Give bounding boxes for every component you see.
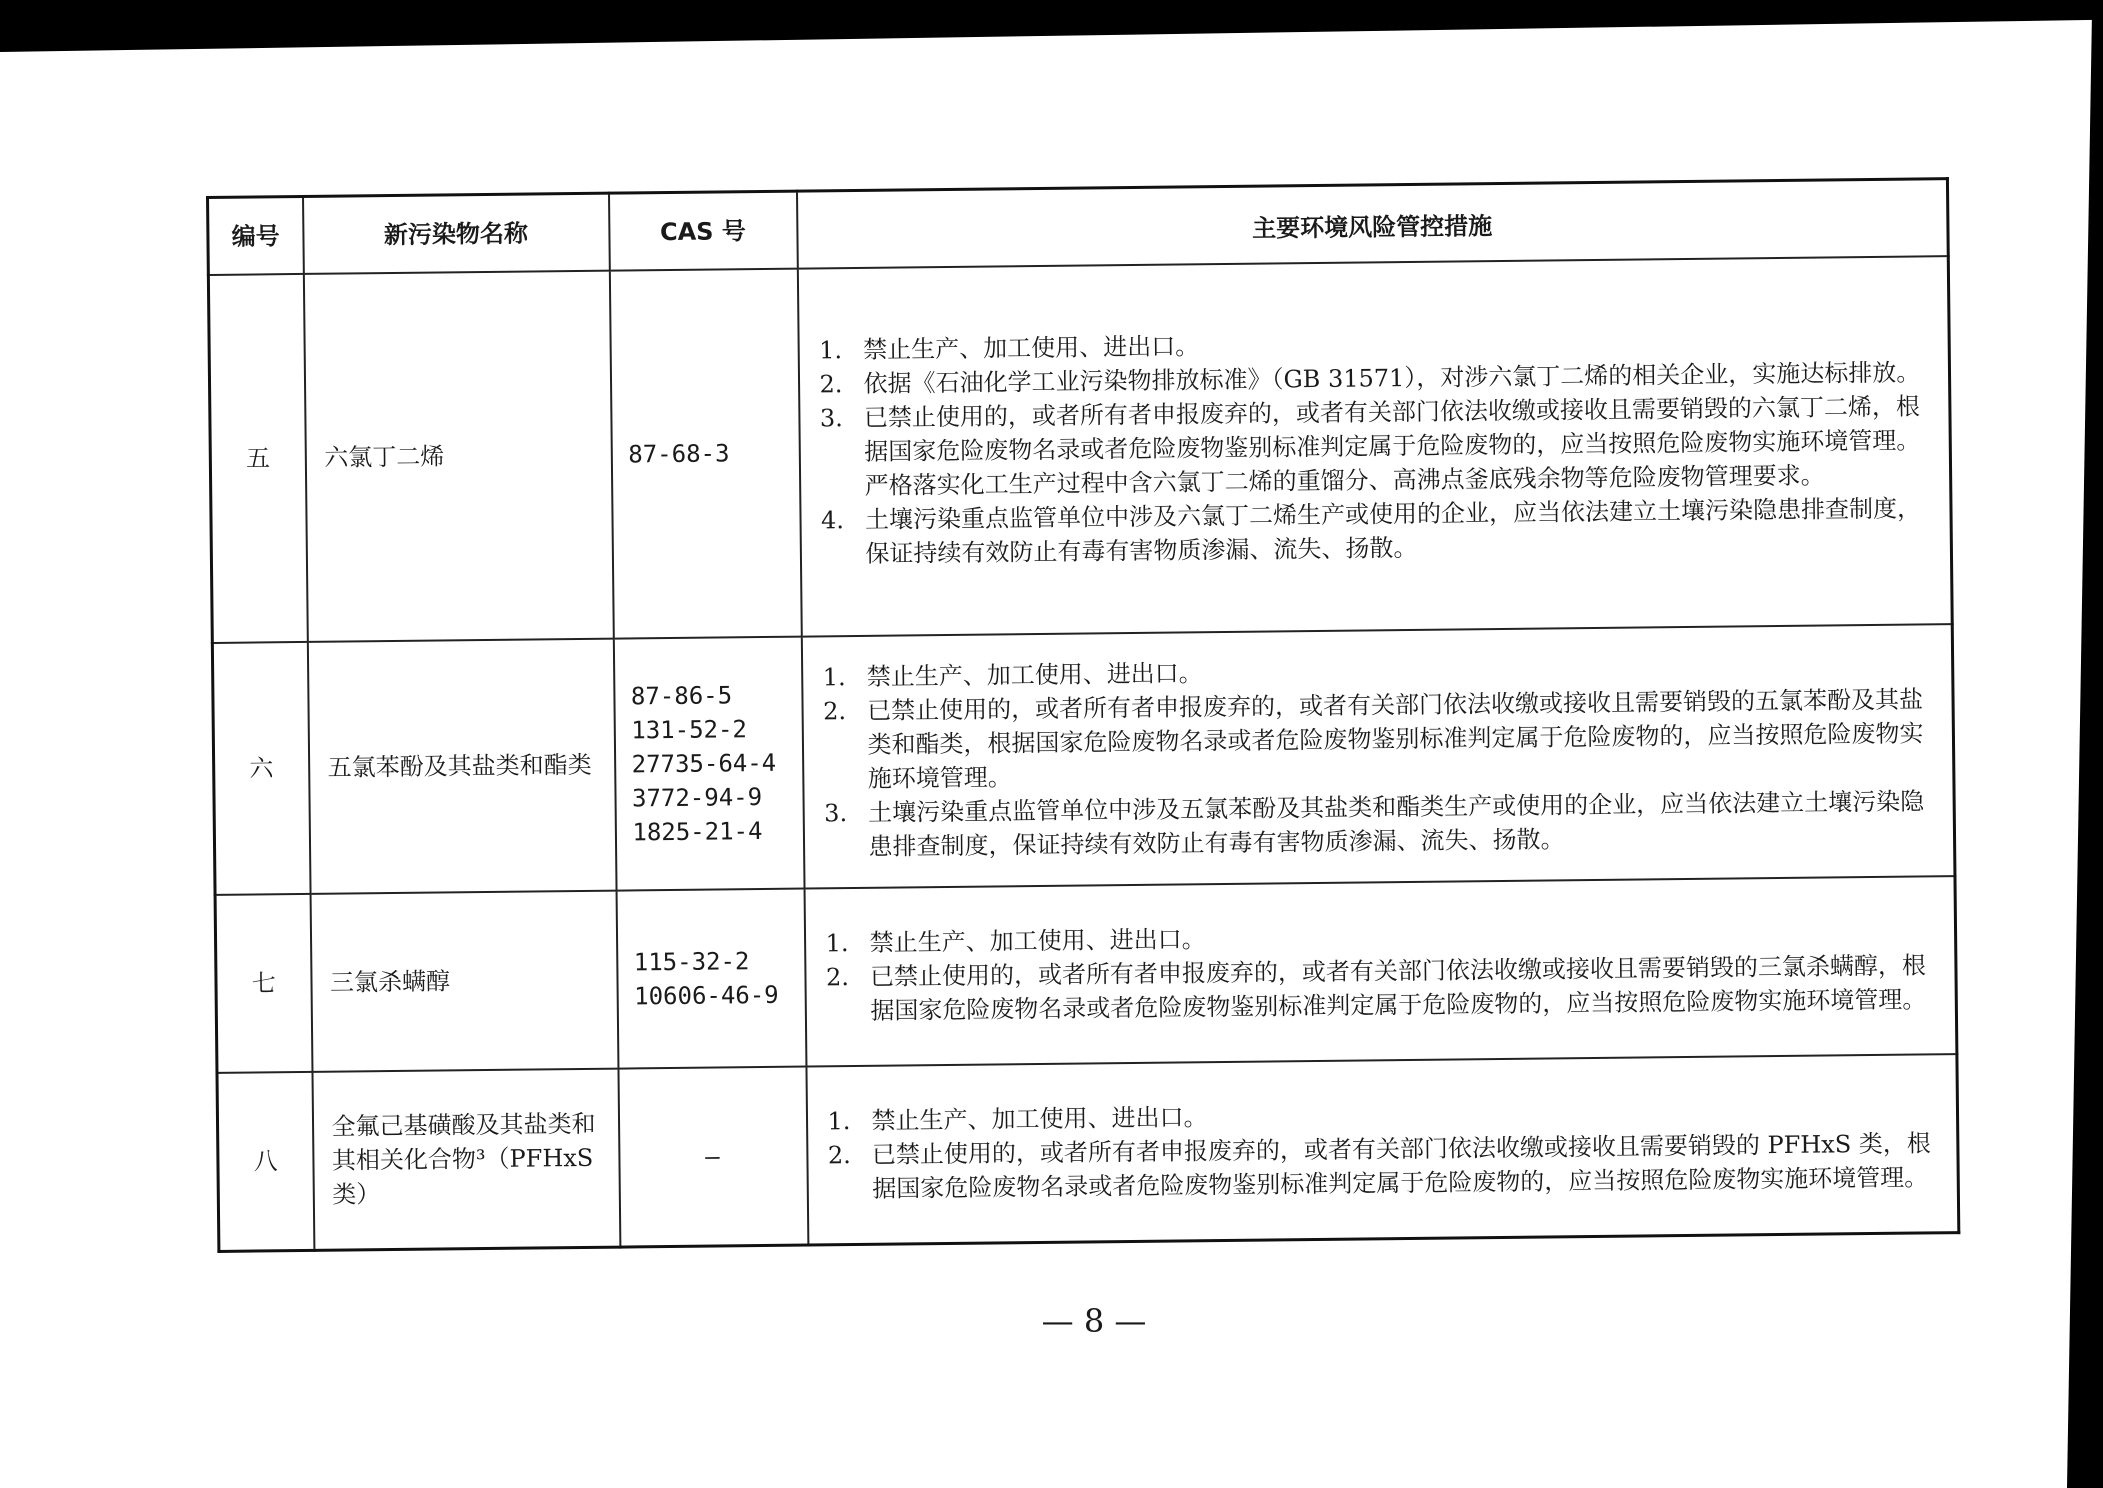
row-name: 五氯苯酚及其盐类和酯类 bbox=[307, 639, 616, 894]
row-measures bbox=[801, 624, 1955, 888]
measure-item: 3. 土壤污染重点监管单位中涉及五氯苯酚及其盐类和酯类生产或使用的企业，应当依法建立土壤污染隐患排查制度，保证持续有效防止有毒有害物质渗漏、流失、扬散。 bbox=[824, 787, 1925, 861]
row-name: 全氟己基磺酸及其盐类和其相关化合物³（PFHxS 类） bbox=[312, 1069, 620, 1250]
measure-item: 3. 已禁止使用的，或者所有者申报废弃的，或者有关部门依法收缴或接收且需要销毁的六氯丁二烯，根据国家危险废物名录或者危险废物鉴别标准判定属于危险废物的，应当按照危险废物实施环境管理。严格落实化工生产过程中含六氯丁二烯的重馏分、高沸点釜底残余物等危险废物管理要求。 bbox=[819, 392, 1921, 500]
row-cas bbox=[616, 889, 806, 1069]
scan-edge-right bbox=[2067, 0, 2103, 1488]
header-name: 新污染物名称 bbox=[303, 193, 610, 274]
cas-number: 10606-46-9 bbox=[634, 980, 779, 1011]
table-row bbox=[217, 1054, 1959, 1251]
row-no: 六 bbox=[212, 642, 310, 895]
row-cas bbox=[609, 269, 801, 639]
row-no: 五 bbox=[208, 274, 307, 643]
measure-item: 2. 已禁止使用的，或者所有者申报废弃的，或者有关部门依法收缴或接收且需要销毁的五氯苯酚及其盐类和酯类，根据国家危险废物名录或者危险废物鉴别标准判定属于危险废物的，应当按照危险废物实施环境管理。 bbox=[822, 685, 1924, 793]
table-row bbox=[208, 256, 1952, 643]
measure-item: 1. 禁止生产、加工使用、进出口。 bbox=[827, 1102, 1208, 1136]
measure-item: 2. 已禁止使用的，或者所有者申报废弃的，或者有关部门依法收缴或接收且需要销毁的 PFHxS 类，根据国家危险废物名录或者危险废物鉴别标准判定属于危险废物的，应当按照危险废物实施环境管理。 bbox=[827, 1129, 1931, 1203]
measure-item: 1. 禁止生产、加工使用、进出口。 bbox=[825, 925, 1206, 958]
row-name: 三氯杀螨醇 bbox=[310, 891, 618, 1072]
measure-item: 2. 已禁止使用的，或者所有者申报废弃的，或者有关部门依法收缴或接收且需要销毁的三氯杀螨醇，根据国家危险废物名录或者危险废物鉴别标准判定属于危险废物的，应当按照危险废物实施环境管理。 bbox=[825, 951, 1927, 1025]
cas-number: 87-68-3 bbox=[628, 439, 730, 469]
header-no: 编号 bbox=[208, 196, 304, 275]
cas-number: 1825-21-4 bbox=[632, 817, 763, 847]
document-page bbox=[206, 177, 1958, 1296]
measure-item: 1. 禁止生产、加工使用、进出口。 bbox=[819, 332, 1200, 365]
cas-number: 131-52-2 bbox=[631, 715, 748, 745]
cas-number: — bbox=[705, 1142, 720, 1171]
cas-number: 87-86-5 bbox=[630, 681, 733, 711]
pollutant-table bbox=[206, 177, 1960, 1252]
measure-item: 1. 禁止生产、加工使用、进出口。 bbox=[822, 659, 1203, 692]
cas-number: 27735-64-4 bbox=[631, 748, 777, 779]
row-measures bbox=[804, 876, 1957, 1066]
measure-item: 2. 依据《石油化学工业污染物排放标准》（GB 31571），对涉六氯丁二烯的相关企业，实施达标排放。 bbox=[819, 358, 1921, 399]
row-measures bbox=[797, 256, 1952, 636]
row-measures bbox=[806, 1054, 1959, 1244]
row-no: 八 bbox=[217, 1072, 314, 1251]
table-row bbox=[212, 624, 1955, 895]
page-number: — 8 — bbox=[1041, 1302, 1147, 1340]
cas-number: 3772-94-9 bbox=[631, 783, 763, 813]
row-no: 七 bbox=[215, 894, 312, 1073]
header-measures: 主要环境风险管控措施 bbox=[796, 179, 1948, 269]
cas-number: 115-32-2 bbox=[633, 947, 750, 977]
row-cas bbox=[613, 637, 804, 891]
measure-item: 4. 土壤污染重点监管单位中涉及六氯丁二烯生产或使用的企业，应当依法建立土壤污染隐患排查制度，保证持续有效防止有毒有害物质渗漏、流失、扬散。 bbox=[820, 494, 1922, 568]
header-cas: CAS 号 bbox=[608, 191, 797, 271]
row-cas bbox=[618, 1067, 808, 1247]
table-row bbox=[215, 876, 1957, 1073]
row-name: 六氯丁二烯 bbox=[303, 271, 613, 642]
scan-edge-top bbox=[0, 0, 2103, 52]
